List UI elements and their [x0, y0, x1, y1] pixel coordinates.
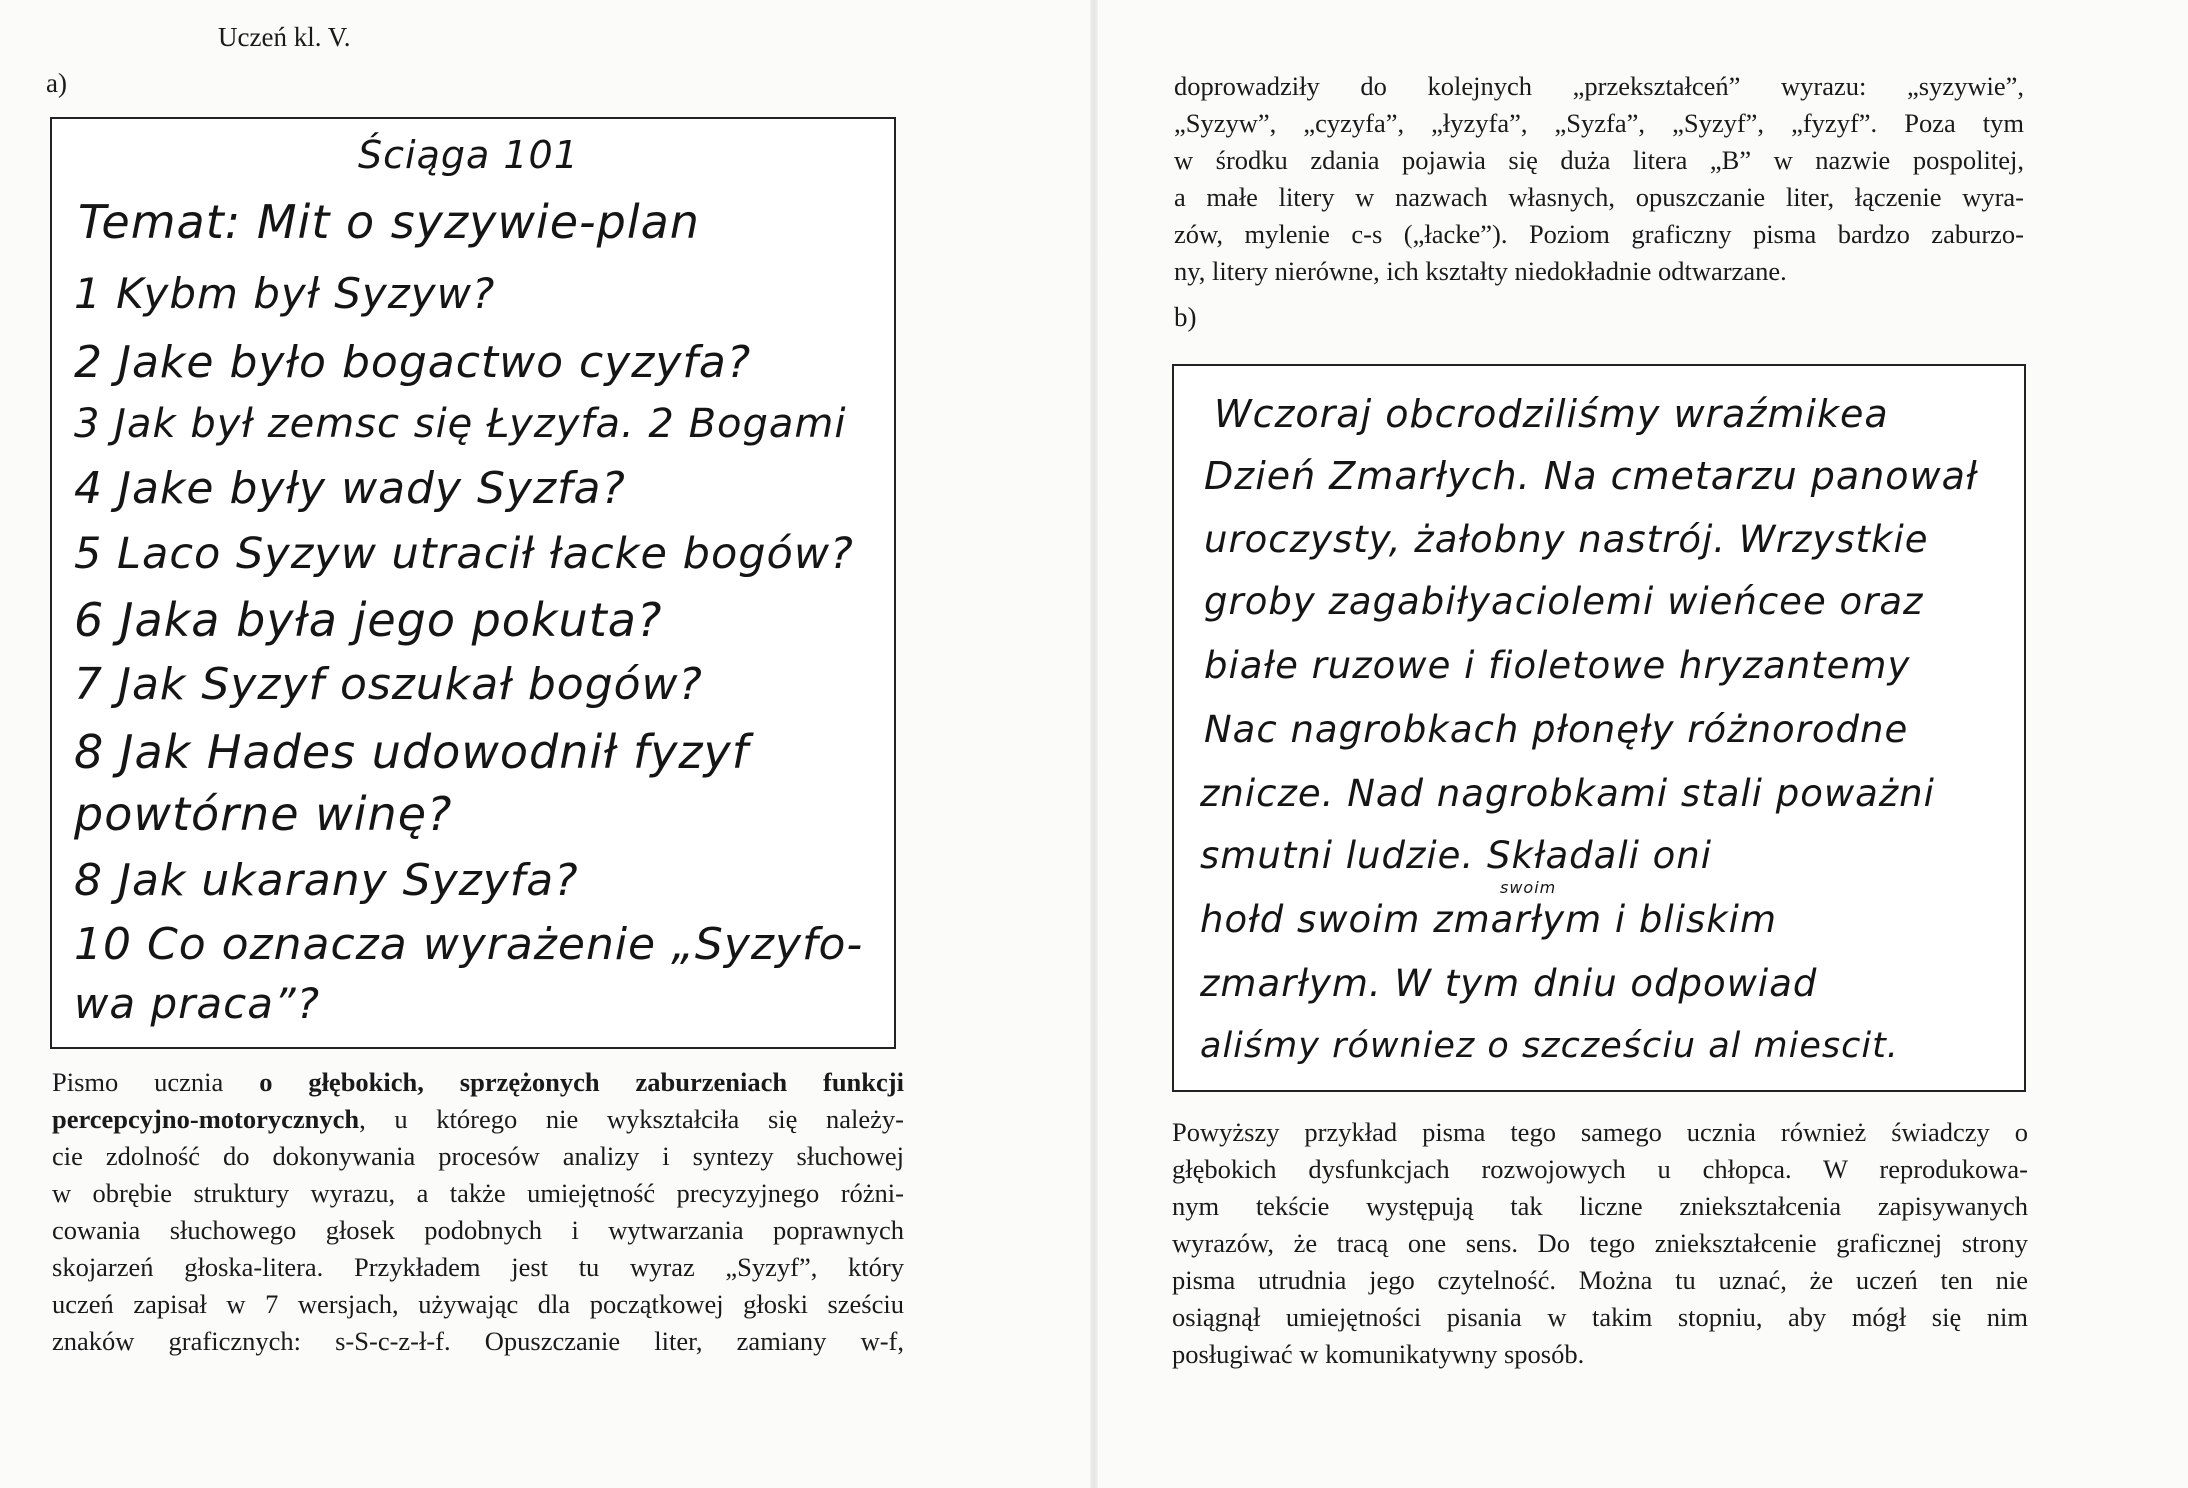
text-line: posługiwać w komunikatywny sposób. [1172, 1339, 1585, 1369]
text-line: znaków graficznych: s-S-c-z-ł-f. Opuszczanie liter, zamiany w-f, [52, 1326, 904, 1356]
figure-label-b: b) [1174, 302, 1197, 332]
text-line: „Syzyw”, „cyzyfa”, „łyzyfa”, „Syzfa”, „Syzyf”, „fyzyf”. Poza tym [1174, 108, 2024, 138]
hw-a-line: 10 Co oznacza wyrażenie „Syzyfo- [74, 919, 864, 970]
hw-b-line: groby zagabiłyaciolemi wieńcee oraz [1204, 580, 1924, 623]
text-line: w obrębie struktury wyrazu, a także umiejętność precyzyjnego różni- [52, 1178, 904, 1208]
handwriting-sample-a [50, 117, 896, 1049]
hw-b-line: smutni ludzie. Składali oni [1200, 834, 1713, 877]
text-line: ny, litery nierówne, ich kształty niedokładnie odtwarzane. [1174, 256, 1787, 286]
hw-a-line: 6 Jaka była jego pokuta? [74, 593, 663, 647]
hw-a-line: wa praca”? [74, 979, 320, 1028]
text-line: percepcyjno-motorycznych, u którego nie wykształciła się należy- [52, 1104, 904, 1134]
hw-a-line: Temat: Mit o syzywie-plan [78, 195, 700, 249]
caption-paragraph-a [52, 1064, 904, 1360]
text-line: skojarzeń głoska-litera. Przykładem jest tu wyraz „Syzyf”, który [52, 1252, 904, 1282]
text-line: głębokich dysfunkcjach rozwojowych u chłopca. W reprodukowa- [1172, 1154, 2028, 1184]
hw-b-line: aliśmy równiez o szcześciu al miescit. [1200, 1026, 1899, 1066]
hw-a-line: 8 Jak Hades udowodnił fyzyf [74, 725, 749, 779]
text-line: w środku zdania pojawia się duża litera „B” w nazwie pospolitej, [1174, 145, 2024, 175]
figure-label-a: a) [46, 68, 67, 98]
text-line: uczeń zapisał w 7 wersjach, używając dla początkowej głoski sześciu [52, 1289, 904, 1319]
text-line: zów, mylenie c-s („łacke”). Poziom graficzny pisma bardzo zaburzo- [1174, 219, 2024, 249]
text-line: nym tekście występują tak liczne zniekształcenia zapisywanych [1172, 1191, 2028, 1221]
handwriting-sample-b [1172, 364, 2026, 1092]
hw-b-line: białe ruzowe i fioletowe hryzantemy [1204, 644, 1911, 687]
hw-b-line: znicze. Nad nagrobkami stali poważni [1200, 772, 1935, 815]
caption-paragraph-b [1172, 1114, 2028, 1373]
text-line: wyrazów, że tracą one sens. Do tego zniekształcenie graficznej strony [1172, 1228, 2028, 1258]
hw-a-line: 4 Jake były wady Syzfa? [74, 463, 626, 514]
hw-b-line: Nac nagrobkach płonęły różnorodne [1204, 708, 1909, 751]
hw-a-line: 3 Jak był zemsc się Łyzyfa. 2 Bogami [74, 401, 847, 447]
hw-b-line: zmarłym. W tym dniu odpowiad [1200, 962, 1818, 1005]
hw-b-line: uroczysty, żałobny nastrój. Wrzystkie [1204, 518, 1929, 561]
hw-b-insert: swoim [1500, 878, 1557, 897]
hw-a-line: Ściąga 101 [358, 133, 579, 177]
text-line: a małe litery w nazwach własnych, opuszczanie liter, łączenie wyra- [1174, 182, 2024, 212]
hw-a-line: 1 Kybm był Syzyw? [74, 269, 496, 318]
right-page [1094, 0, 2188, 1488]
text-line: Pismo ucznia o głębokich, sprzężonych zaburzeniach funkcji [52, 1067, 904, 1097]
text-line: doprowadziły do kolejnych „przekształceń” wyrazu: „syzywie”, [1174, 71, 2024, 101]
text-line: osiągnął umiejętności pisania w takim stopniu, aby mógł się nim [1172, 1302, 2028, 1332]
hw-a-line: 2 Jake było bogactwo cyzyfa? [74, 337, 752, 388]
hw-a-line: 7 Jak Syzyf oszukał bogów? [74, 659, 703, 710]
text-line: cowania słuchowego głosek podobnych i wytwarzania poprawnych [52, 1215, 904, 1245]
text-line: Powyższy przykład pisma tego samego ucznia również świadczy o [1172, 1117, 2028, 1147]
hw-b-line: hołd swoim zmarłym i bliskim [1200, 898, 1778, 941]
hw-a-line: powtórne winę? [74, 787, 453, 841]
text-line: cie zdolność do dokonywania procesów analizy i syntezy słuchowej [52, 1141, 904, 1171]
continuation-paragraph [1174, 68, 2024, 290]
hw-a-line: 5 Laco Syzyw utracił łacke bogów? [74, 529, 854, 579]
page-header: Uczeń kl. V. [218, 22, 351, 52]
text-line: pisma utrudnia jego czytelność. Można tu uznać, że uczeń ten nie [1172, 1265, 2028, 1295]
hw-a-line: 8 Jak ukarany Syzyfa? [74, 855, 579, 906]
hw-b-line: Wczoraj obcrodziliśmy wraźmikea [1214, 392, 1889, 436]
hw-b-line: Dzień Zmarłych. Na cmetarzu panował [1204, 454, 1978, 498]
